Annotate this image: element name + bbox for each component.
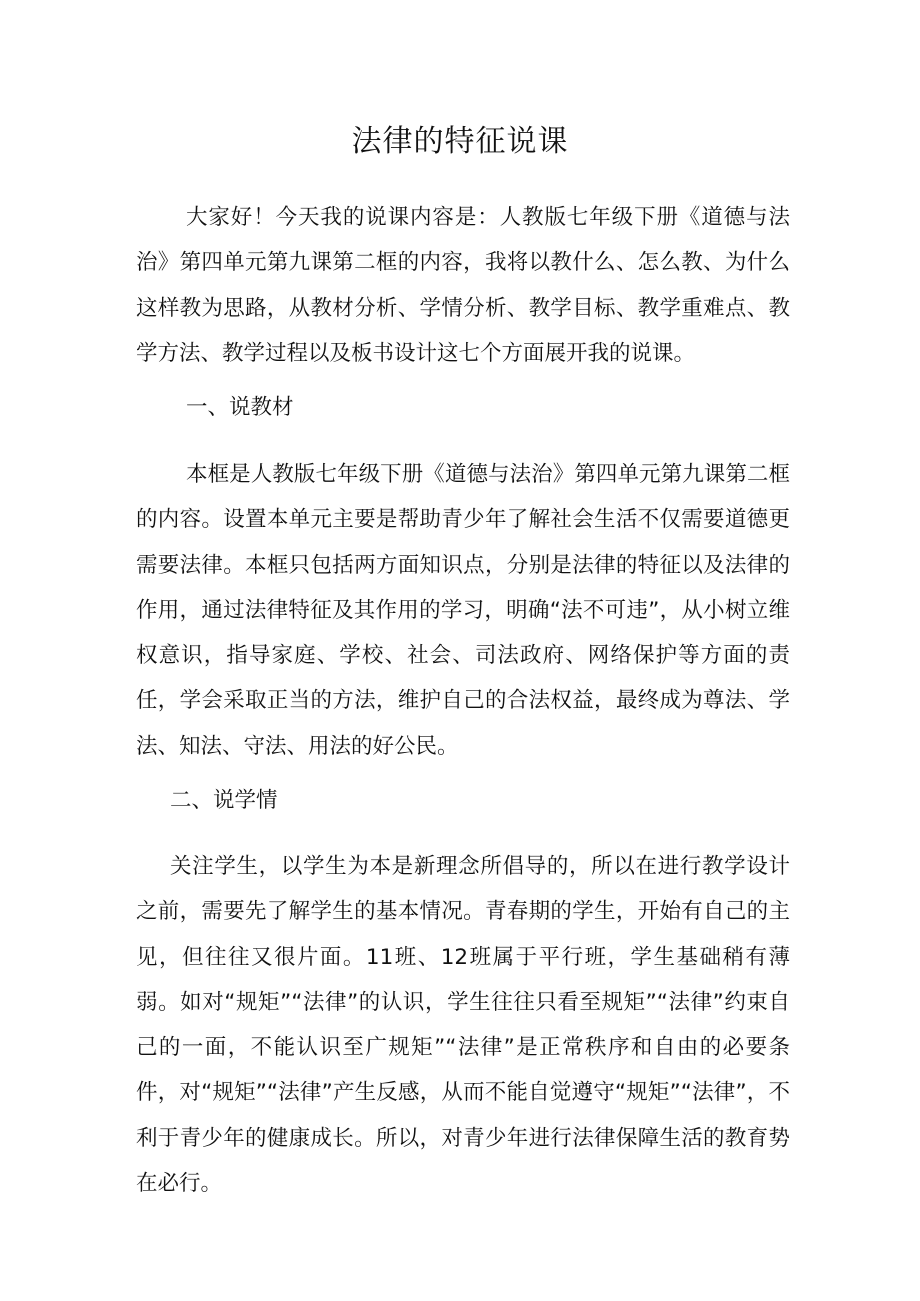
section-body-textbook: 本框是人教版七年级下册《道德与法治》第四单元第九课第二框的内容。设置本单元主要是帮助青少年了解社会生活不仅需要道德更需要法律。本框只包括两方面知识点，分别是法律的特征以及法律的作用，通过法律特征及其作用的学习，明确“法不可违”，从小树立维权意识，指导家庭、学校、社会、司法政府、网络保护等方面的责任，学会采取正当的方法，维护自己的合法权益，最终成为尊法、学法、知法、守法、用法的好公民。 <box>136 462 790 759</box>
section-heading-textbook: 一、说教材 <box>186 395 294 420</box>
intro-paragraph: 大家好！今天我的说课内容是：人教版七年级下册《道德与法治》第四单元第九课第二框的内容，我将以教什么、怎么教、为什么这样教为思路，从教材分析、学情分析、教学目标、教学重难点、教学方法、教学过程以及板书设计这七个方面展开我的说课。 <box>136 205 790 366</box>
document-title: 法律的特征说课 <box>351 124 569 159</box>
section-heading-students: 二、说学情 <box>170 788 278 813</box>
section-body-students: 关注学生，以学生为本是新理念所倡导的，所以在进行教学设计之前，需要先了解学生的基本情况。青春期的学生，开始有自己的主见，但往往又很片面。11班、12班属于平行班，学生基础稍有薄弱。如对“规矩”“法律”的认识，学生往往只看至规矩”“法律”约束自己的一面，不能认识至广规矩”“法律”是正常秩序和自由的必要条件，对“规矩”“法律”产生反感，从而不能自觉遵守“规矩”“法律”，不利于青少年的健康成长。所以，对青少年进行法律保障生活的教育势在必行。 <box>136 854 790 1197</box>
